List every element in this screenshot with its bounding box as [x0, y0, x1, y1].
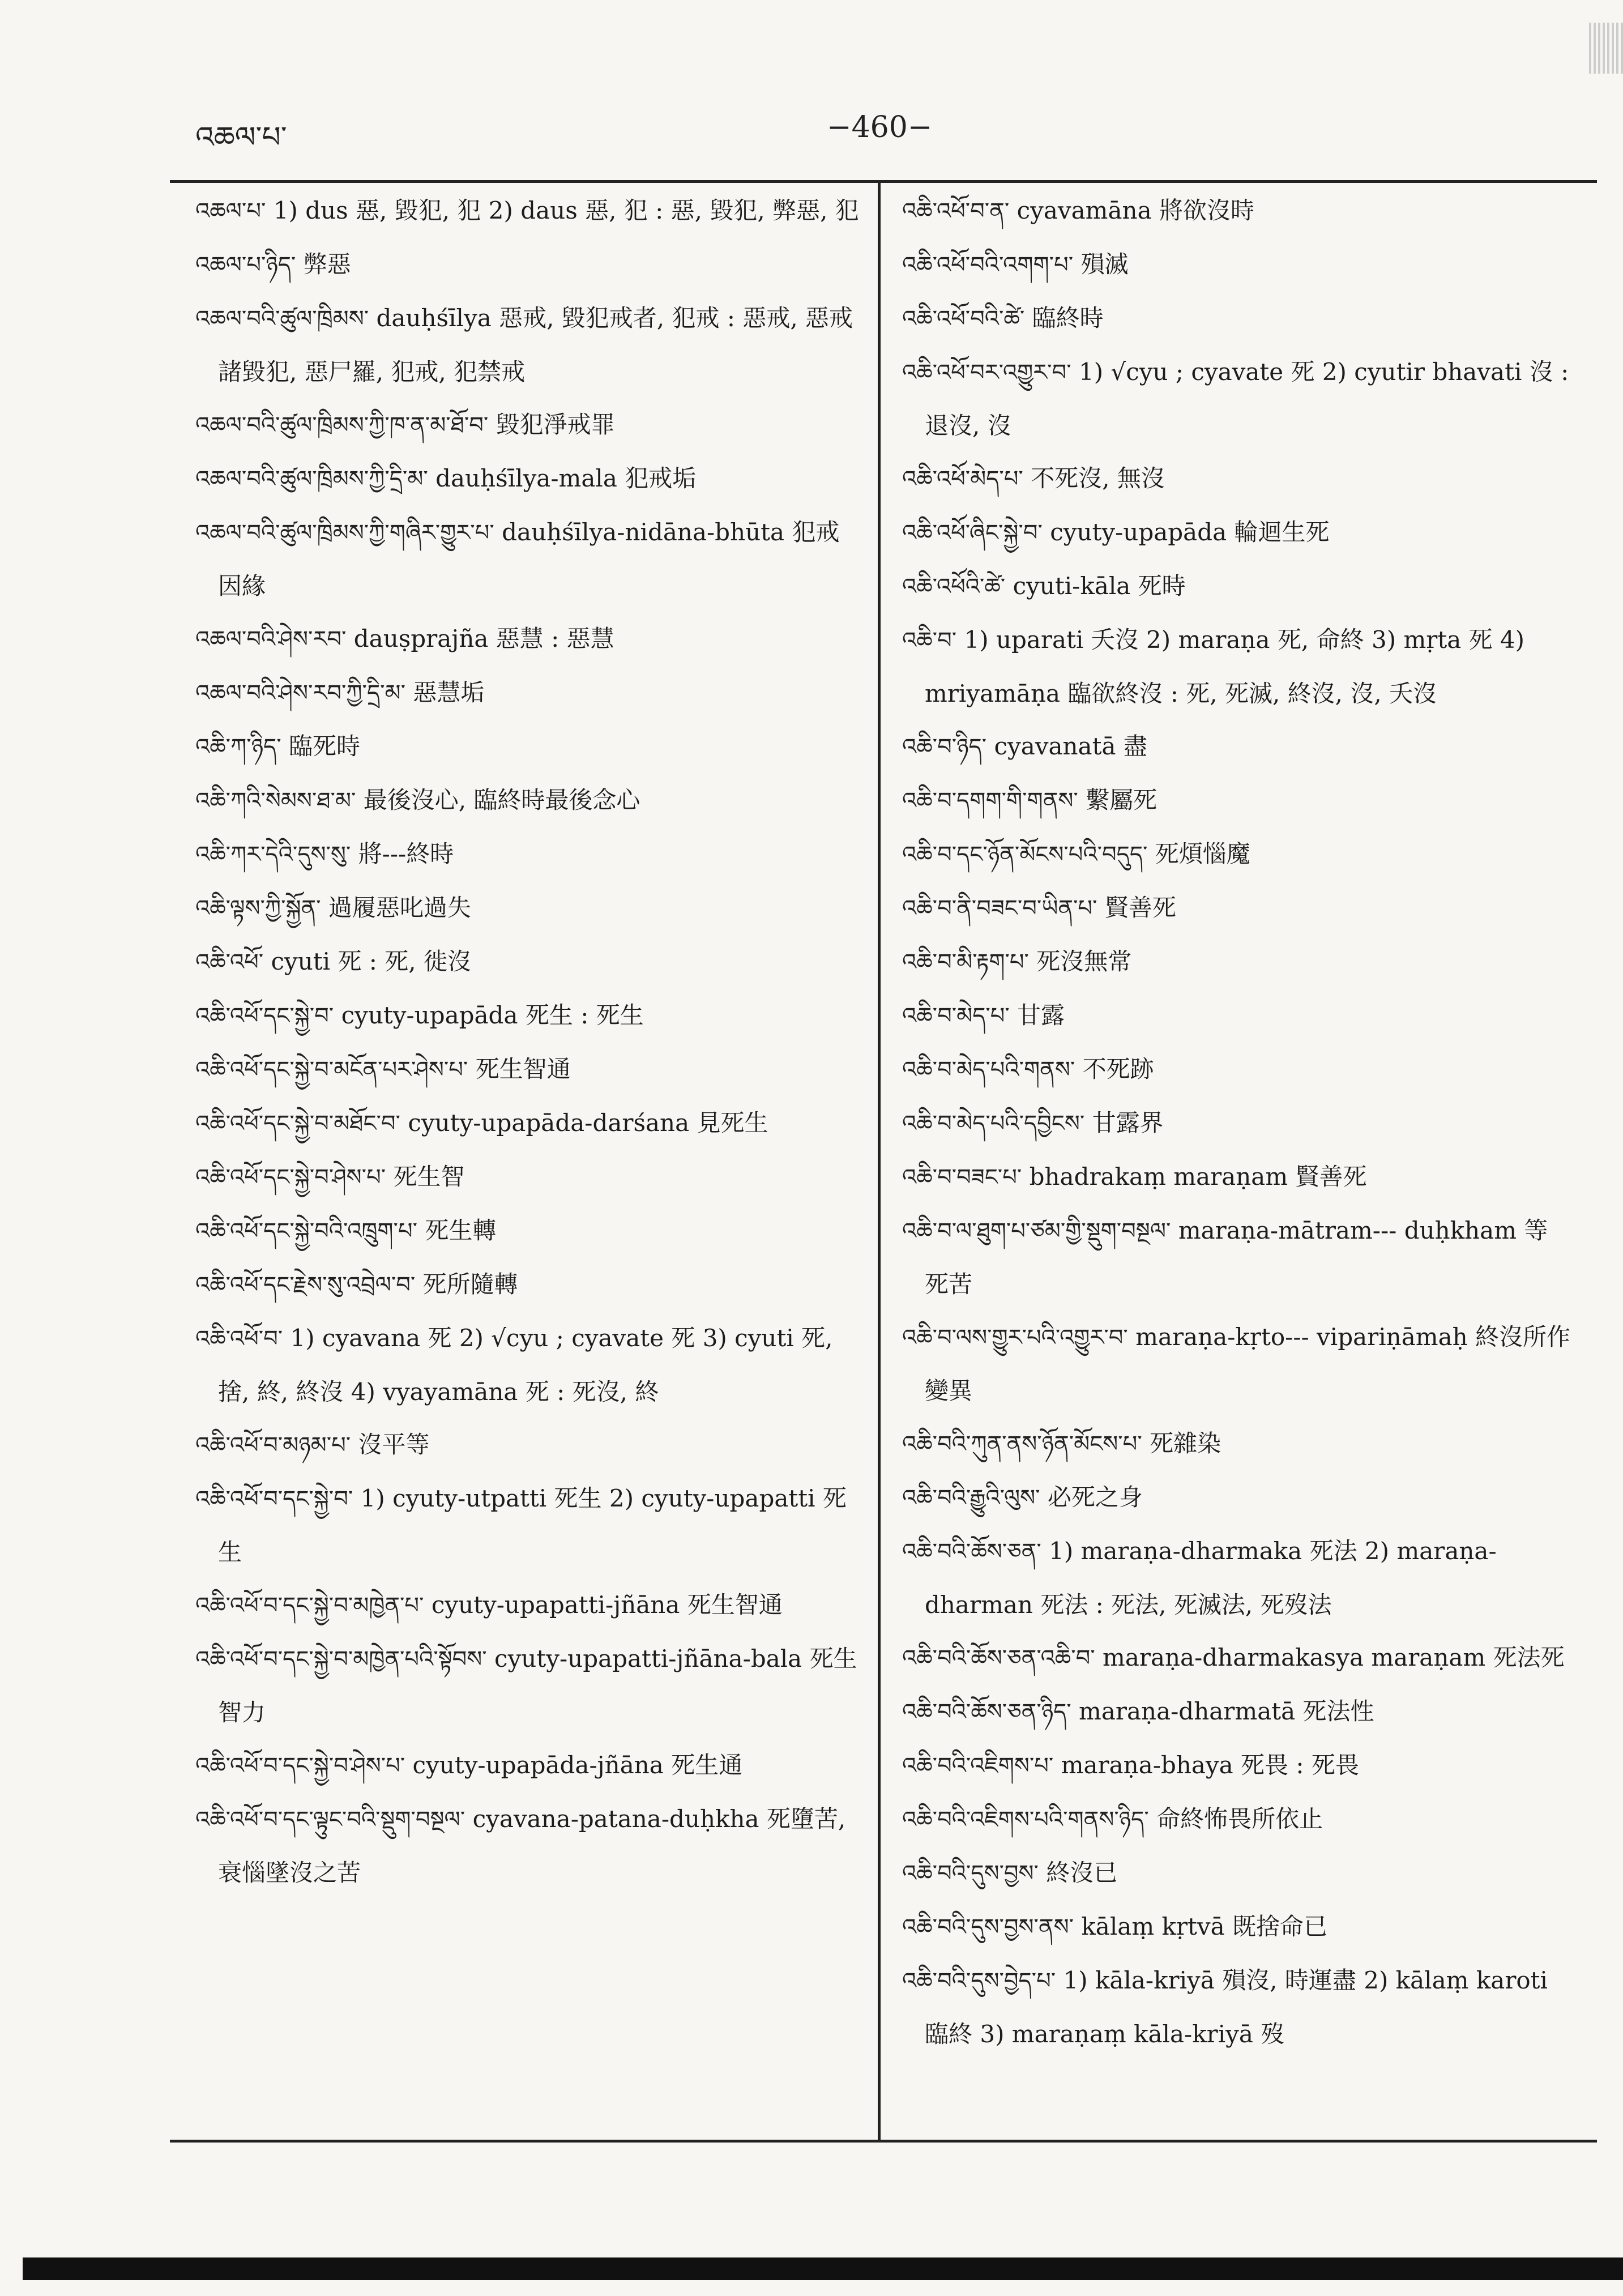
entry-headword: འཆི་བ་ནི་བཟང་བ་ཡིན་པ་	[902, 895, 1097, 921]
entry-headword: འཆི་ཀ་ཉིད་	[195, 734, 281, 760]
dictionary-entry	[195, 774, 861, 827]
running-head: འཆལ་པ་	[195, 121, 287, 155]
entry-definition: kālaṃ kṛtvā 既捨命已	[1081, 1913, 1328, 1940]
entry-definition: dauḥśīlya 惡戒, 毀犯戒者, 犯戒 : 惡戒, 惡戒諸毀犯, 惡尸羅, 犯戒, 犯禁戒	[218, 304, 853, 386]
right-column	[902, 184, 1570, 2060]
dictionary-entry	[902, 506, 1570, 560]
dictionary-entry	[902, 1471, 1570, 1525]
dictionary-entry	[195, 1150, 861, 1204]
dictionary-entry	[195, 1312, 861, 1418]
entry-definition: 臨死時	[288, 732, 360, 760]
dictionary-entry	[902, 720, 1570, 774]
dictionary-entry	[902, 1793, 1570, 1846]
dictionary-entry	[902, 1096, 1570, 1150]
dictionary-entry	[902, 1525, 1570, 1631]
entry-definition: cyavanatā 盡	[994, 732, 1147, 760]
dictionary-entry	[195, 666, 861, 720]
entry-headword: འཆི་བ་	[902, 628, 957, 654]
entry-headword: འཆི་བའི་ཆོས་ཅན་	[902, 1539, 1041, 1565]
entry-definition: 沒平等	[358, 1431, 430, 1458]
entry-definition: maraṇa-dharmatā 死法性	[1079, 1697, 1374, 1725]
entry-headword: འཆི་འཕོ་བའི་འགག་པ་	[902, 252, 1074, 278]
entry-definition: 將---終時	[358, 840, 454, 868]
entry-definition: bhadrakaṃ maraṇam 賢善死	[1029, 1163, 1367, 1190]
dictionary-entry	[902, 292, 1570, 345]
entry-headword: འཆི་བའི་ཀུན་ནས་ཉོན་མོངས་པ་	[902, 1431, 1142, 1457]
entry-definition: 過履惡叱過失	[328, 894, 471, 921]
entry-definition: cyavana-patana-duḥkha 死墮苦, 衰惱墜沒之苦	[218, 1805, 846, 1887]
top-rule	[170, 180, 1597, 183]
column-divider	[878, 180, 881, 2143]
entry-definition: cyuty-upapāda 死生 : 死生	[341, 1001, 644, 1029]
entry-headword: འཆི་འཕོ་བར་འགྱུར་བ་	[902, 360, 1071, 386]
dictionary-entry	[195, 1204, 861, 1258]
entry-definition: 不死跡	[1082, 1055, 1154, 1083]
entry-definition: 命終怖畏所依止	[1156, 1805, 1323, 1833]
dictionary-entry	[195, 184, 861, 238]
entry-definition: 死生智	[393, 1163, 465, 1190]
dictionary-entry	[195, 612, 861, 666]
entry-definition: cyuty-upapāda-jñāna 死生通	[412, 1751, 743, 1779]
entry-definition: 終沒已	[1046, 1859, 1118, 1887]
entry-definition: cyuti 死 : 死, 徙沒	[271, 948, 471, 975]
dictionary-entry	[195, 398, 861, 452]
entry-headword: འཆི་འཕོ་	[195, 949, 264, 975]
entry-headword: འཆལ་པ་	[195, 198, 266, 224]
entry-headword: འཆི་འཕོ་བ་དང་སྐྱེ་བ་མཁྱེན་པའི་སྟོབས་	[195, 1646, 487, 1672]
entry-headword: འཆི་འཕོ་མེད་པ་	[902, 466, 1023, 492]
dictionary-entry	[902, 345, 1570, 452]
scan-edge-mark	[1589, 23, 1623, 74]
entry-definition: cyuty-upapatti-jñāna-bala 死生智力	[218, 1645, 857, 1726]
dictionary-entry	[195, 1793, 861, 1899]
dictionary-entry	[902, 452, 1570, 506]
dictionary-entry	[195, 1578, 861, 1632]
dictionary-entry	[902, 1150, 1570, 1204]
dictionary-entry	[195, 881, 861, 935]
dictionary-entry	[902, 1417, 1570, 1471]
dictionary-entry	[902, 774, 1570, 827]
dictionary-entry	[195, 720, 861, 774]
entry-headword: འཆལ་བའི་ཚུལ་ཁྲིམས་ཀྱི་དྲི་མ་	[195, 466, 428, 492]
entry-headword: འཆི་ཀར་དེའི་དུས་སུ་	[195, 842, 351, 868]
entry-headword: འཆི་བ་དང་ཉོན་མོངས་པའི་བདུད་	[902, 842, 1148, 868]
dictionary-entry	[902, 1204, 1570, 1311]
entry-definition: 死雜染	[1150, 1429, 1221, 1457]
entry-definition: 弊惡	[303, 250, 351, 278]
entry-headword: འཆི་འཕོའི་ཚེ་	[902, 574, 1006, 600]
entry-headword: འཆི་བའི་འཇིགས་པའི་གནས་ཉིད་	[902, 1807, 1149, 1833]
entry-headword: འཆི་བའི་ཆོས་ཅན་འཆི་བ་	[902, 1645, 1095, 1671]
dictionary-entry	[902, 1311, 1570, 1417]
entry-definition: 不死沒, 無沒	[1031, 464, 1165, 492]
entry-definition: cyuty-upapatti-jñāna 死生智通	[431, 1591, 783, 1619]
dictionary-entry	[195, 935, 861, 989]
entry-definition: 最後沒心, 臨終時最後念心	[363, 786, 640, 814]
entry-headword: འཆི་བ་མེད་པའི་གནས་	[902, 1057, 1075, 1083]
entry-headword: འཆི་འཕོ་དང་སྐྱེ་བའི་འཁྲུག་པ་	[195, 1218, 417, 1244]
entry-headword: འཆི་འཕོ་བ་ན་	[902, 198, 1010, 224]
entry-definition: 1) √cyu ; cyavate 死 2) cyutir bhavati 沒 : 退沒, 沒	[925, 358, 1569, 439]
dictionary-entry	[195, 452, 861, 506]
entry-headword: འཆི་ཀའི་སེམས་ཐ་མ་	[195, 788, 356, 814]
dictionary-entry	[902, 1739, 1570, 1793]
entry-headword: འཆི་འཕོ་བ་	[195, 1326, 283, 1352]
entry-definition: 死生智通	[475, 1055, 571, 1083]
entry-definition: 甘露界	[1092, 1109, 1164, 1137]
entry-definition: 必死之身	[1047, 1483, 1143, 1511]
entry-definition: maraṇa-mātram--- duḥkham 等死苦	[925, 1217, 1548, 1298]
entry-definition: 惡慧垢	[413, 678, 485, 706]
dictionary-entry	[195, 1632, 861, 1739]
entry-definition: 毀犯淨戒罪	[496, 411, 615, 438]
entry-headword: འཆི་བ་ལས་གྱུར་པའི་འགྱུར་བ་	[902, 1325, 1128, 1351]
entry-definition: dauḥśīlya-nidāna-bhūta 犯戒因緣	[218, 518, 840, 600]
entry-definition: 1) cyuty-utpatti 死生 2) cyuty-upapatti 死生	[218, 1484, 847, 1566]
entry-headword: འཆི་ལྟས་ཀྱི་སྐྱོན་	[195, 895, 321, 921]
dictionary-entry	[195, 1472, 861, 1578]
entry-headword: འཆལ་པ་ཉིད་	[195, 252, 296, 278]
entry-headword: འཆི་འཕོ་དང་རྗེས་སུ་འབྲེལ་བ་	[195, 1272, 416, 1298]
entry-headword: འཆི་བ་མེད་པ་	[902, 1003, 1010, 1029]
dictionary-entry	[195, 1739, 861, 1793]
entry-headword: འཆི་འཕོ་བ་དང་སྐྱེ་བ་མཁྱེན་པ་	[195, 1593, 424, 1619]
dictionary-entry	[902, 238, 1570, 292]
entry-headword: འཆི་འཕོ་བའི་ཚེ་	[902, 306, 1025, 332]
entry-definition: 臨終時	[1032, 304, 1104, 332]
entry-headword: འཆི་བའི་རྒྱུའི་ལུས་	[902, 1485, 1040, 1511]
entry-headword: འཆི་བའི་དུས་བྱེད་པ་	[902, 1968, 1056, 1994]
entry-headword: འཆི་འཕོ་དང་སྐྱེ་བ་ཤེས་པ་	[195, 1164, 386, 1190]
entry-definition: 1) kāla-kriyā 殞沒, 時運盡 2) kālaṃ karoti 臨終 3) maraṇaṃ kāla-kriyā 歿	[925, 1966, 1548, 2048]
entry-definition: 死生轉	[425, 1217, 497, 1244]
entry-headword: འཆི་བའི་དུས་བྱས་	[902, 1860, 1039, 1887]
dictionary-entry	[902, 1900, 1570, 1954]
entry-headword: འཆི་བ་མེད་པའི་དབྱིངས་	[902, 1111, 1085, 1137]
bottom-rule	[170, 2140, 1597, 2143]
entry-headword: འཆལ་བའི་ཚུལ་ཁྲིམས་ཀྱི་གཞིར་གྱུར་པ་	[195, 520, 494, 546]
dictionary-entry	[195, 1258, 861, 1312]
entry-headword: འཆི་བ་ཉིད་	[902, 734, 987, 760]
entry-headword: འཆི་བའི་འཇིགས་པ་	[902, 1753, 1054, 1779]
dictionary-entry	[195, 989, 861, 1043]
entry-headword: འཆལ་བའི་ཚུལ་ཁྲིམས་ཀྱི་ཁ་ན་མ་ཐོ་བ་	[195, 412, 489, 438]
entry-headword: འཆི་འཕོ་དང་སྐྱེ་བ་མངོན་པར་ཤེས་པ་	[195, 1057, 468, 1083]
dictionary-entry	[902, 1846, 1570, 1900]
dictionary-entry	[902, 1631, 1570, 1685]
entry-headword: འཆི་བ་མི་རྟག་པ་	[902, 949, 1029, 975]
dictionary-entry	[902, 1043, 1570, 1096]
dictionary-entry	[195, 506, 861, 612]
dictionary-entry	[902, 1685, 1570, 1739]
dictionary-entry	[195, 1418, 861, 1472]
dictionary-entry	[902, 560, 1570, 613]
entry-definition: cyuti-kāla 死時	[1013, 572, 1186, 600]
dictionary-entry	[195, 292, 861, 398]
entry-headword: འཆལ་བའི་ཚུལ་ཁྲིམས་	[195, 306, 369, 332]
dictionary-entry	[195, 238, 861, 292]
entry-definition: cyuty-upapāda 輪迴生死	[1050, 518, 1330, 546]
entry-headword: འཆི་འཕོ་བ་དང་སྐྱེ་བ་	[195, 1486, 353, 1512]
entry-definition: 死所隨轉	[422, 1270, 518, 1298]
entry-headword: འཆི་འཕོ་བ་མཉམ་པ་	[195, 1432, 351, 1458]
entry-definition: cyavamāna 將欲沒時	[1016, 197, 1254, 224]
entry-definition: 繫屬死	[1086, 786, 1158, 814]
entry-definition: maraṇa-dharmakasya maraṇam 死法死	[1103, 1644, 1565, 1671]
entry-definition: 1) maraṇa-dharmaka 死法 2) maraṇa-dharman 死法 : 死法, 死滅法, 死歿法	[925, 1537, 1497, 1619]
entry-definition: dauṣprajña 惡慧 : 惡慧	[353, 625, 614, 652]
entry-headword: འཆི་བ་བཟང་པ་	[902, 1164, 1022, 1190]
entry-headword: འཆལ་བའི་ཤེས་རབ་	[195, 626, 347, 652]
dictionary-entry	[902, 827, 1570, 881]
entry-definition: 死沒無常	[1036, 948, 1132, 975]
left-column	[195, 184, 861, 1899]
dictionary-entry	[902, 613, 1570, 720]
dictionary-entry	[195, 827, 861, 881]
dictionary-entry	[902, 935, 1570, 989]
entry-headword: འཆི་བའི་དུས་བྱས་ནས་	[902, 1914, 1074, 1940]
dictionary-entry	[195, 1043, 861, 1096]
entry-headword: འཆི་བའི་ཆོས་ཅན་ཉིད་	[902, 1699, 1071, 1725]
dictionary-entry	[902, 989, 1570, 1043]
dictionary-entry	[195, 1096, 861, 1150]
entry-definition: 1) dus 惡, 毀犯, 犯 2) daus 惡, 犯 : 惡, 毀犯, 弊惡, 犯	[273, 197, 859, 224]
entry-definition: 賢善死	[1104, 894, 1176, 921]
entry-headword: འཆི་འཕོ་དང་སྐྱེ་བ་མཐོང་བ་	[195, 1111, 400, 1137]
entry-headword: འཆལ་བའི་ཤེས་རབ་ཀྱི་དྲི་མ་	[195, 680, 405, 706]
entry-definition: maraṇa-bhaya 死畏 : 死畏	[1061, 1751, 1359, 1779]
entry-definition: 殞滅	[1080, 250, 1129, 278]
scan-bottom-band	[23, 2257, 1623, 2280]
entry-definition: 1) cyavana 死 2) √cyu ; cyavate 死 3) cyuti 死, 捨, 終, 終沒 4) vyayamāna 死 : 死沒, 終	[218, 1324, 833, 1406]
entry-headword: འཆི་འཕོ་བ་དང་སྐྱེ་བ་ཤེས་པ་	[195, 1753, 405, 1779]
dictionary-entry	[902, 881, 1570, 935]
dictionary-entry	[902, 1954, 1570, 2060]
entry-headword: འཆི་བ་དགག་གི་གནས་	[902, 788, 1078, 814]
entry-definition: 1) uparati 夭沒 2) maraṇa 死, 命終 3) mṛta 死 4) mriyamāṇa 臨欲終沒 : 死, 死滅, 終沒, 沒, 夭沒	[925, 626, 1525, 707]
dictionary-entry	[902, 184, 1570, 238]
entry-definition: maraṇa-kṛto--- vipariṇāmaḥ 終沒所作變異	[925, 1323, 1571, 1405]
entry-headword: འཆི་བ་ལ་ཐུག་པ་ཙམ་གྱི་སྡུག་བསྔལ་	[902, 1218, 1171, 1244]
entry-headword: འཆི་འཕོ་དང་སྐྱེ་བ་	[195, 1003, 334, 1029]
entry-headword: འཆི་འཕོ་བ་དང་ལྟུང་བའི་སྡུག་བསྔལ་	[195, 1807, 465, 1833]
entry-headword: འཆི་འཕོ་ཞིང་སྐྱེ་བ་	[902, 520, 1043, 546]
entry-definition: cyuty-upapāda-darśana 見死生	[408, 1109, 768, 1137]
entry-definition: 死煩惱魔	[1155, 840, 1250, 868]
entry-definition: 甘露	[1017, 1001, 1065, 1029]
page-number: −460−	[827, 110, 933, 144]
entry-definition: dauḥśīlya-mala 犯戒垢	[435, 464, 697, 492]
